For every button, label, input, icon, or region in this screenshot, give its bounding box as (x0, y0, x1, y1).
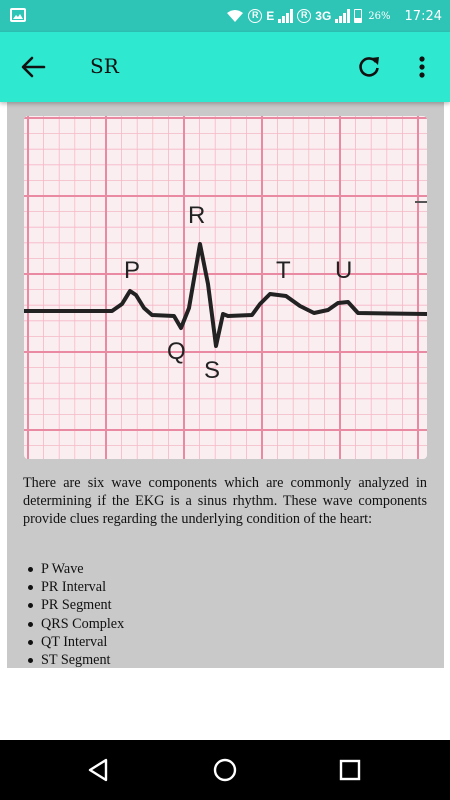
back-triangle-icon (86, 757, 112, 783)
sim-indicator-2: R (297, 9, 311, 23)
label-r: R (188, 202, 206, 229)
webview-panel[interactable] (7, 102, 444, 668)
signal-icon-2 (335, 9, 350, 23)
ekg-waveform-image (24, 116, 427, 459)
gallery-icon (10, 8, 26, 22)
app-bar (0, 32, 450, 102)
status-bar (0, 0, 450, 32)
list-item: QRS Complex (23, 615, 423, 633)
label-p: P (124, 257, 141, 284)
label-u: U (335, 257, 353, 284)
label-q: Q (167, 338, 186, 365)
battery-icon (354, 9, 362, 23)
label-t: T (276, 257, 291, 284)
battery-percent: 26% (368, 10, 391, 22)
refresh-icon (356, 54, 382, 80)
status-indicators (226, 0, 442, 32)
more-vert-icon (412, 54, 432, 80)
signal-icon (278, 9, 293, 23)
ekg-trace (24, 244, 427, 346)
nav-recents-button[interactable] (337, 757, 363, 783)
list-item: ST Segment (23, 651, 423, 668)
content-area[interactable] (0, 102, 450, 668)
network-type-label: E (266, 9, 275, 23)
page-title: SR (90, 54, 119, 78)
label-s: S (204, 357, 221, 384)
back-button[interactable] (18, 54, 48, 80)
nav-home-button[interactable] (212, 757, 238, 783)
intro-paragraph: There are six wave components which are commonly analyzed in determining if the EKG is a sinus rhythm. These wave components provide clues regarding the underlying condition of the heart: (23, 475, 427, 527)
list-item: QT Interval (23, 633, 423, 651)
list-item: PR Segment (23, 596, 423, 614)
nav-back-button[interactable] (86, 757, 112, 783)
back-arrow-icon (18, 54, 48, 80)
wave-component-list (23, 560, 423, 668)
network-type-label-2: 3G (315, 9, 332, 23)
list-item: P Wave (23, 560, 423, 578)
more-options-button[interactable] (412, 54, 432, 80)
ekg-diagram (24, 116, 427, 459)
recents-square-icon (337, 757, 363, 783)
home-circle-icon (212, 757, 238, 783)
wifi-icon (226, 9, 244, 23)
system-nav-bar (0, 740, 450, 800)
refresh-button[interactable] (356, 54, 382, 80)
list-item: PR Interval (23, 578, 423, 596)
sim-indicator: R (248, 9, 262, 23)
clock: 17:24 (404, 8, 442, 24)
